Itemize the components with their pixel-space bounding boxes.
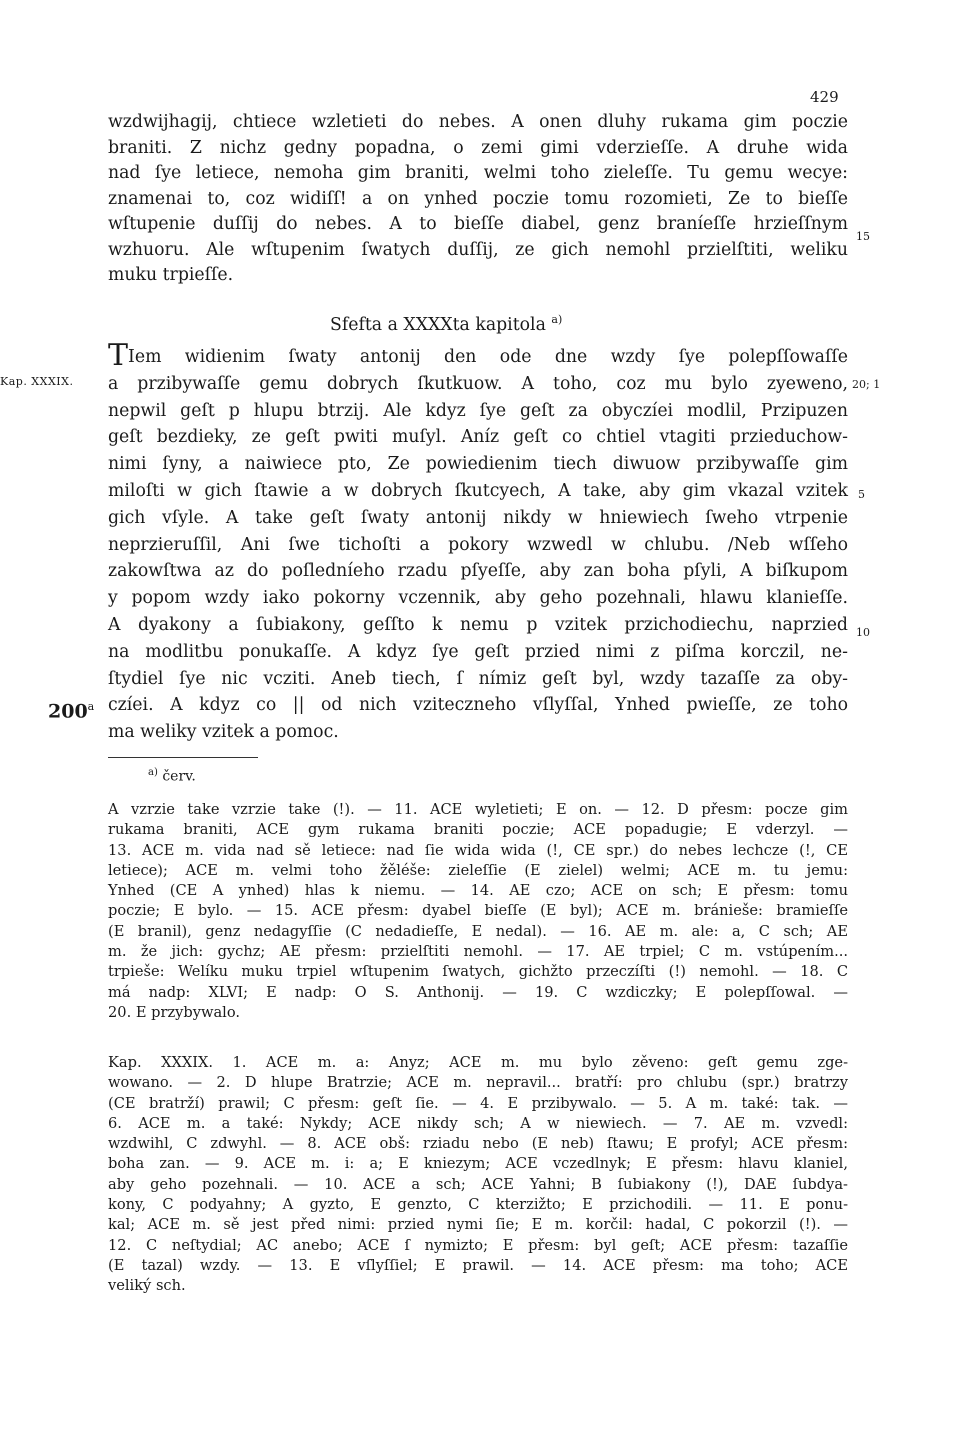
text-line bbox=[108, 338, 848, 373]
apparatus-line: Kap. XXXIX. 1. ACE m. a: Anyz; ACE m. mu bylo zěveno: geſt gemu zge- bbox=[108, 1054, 848, 1071]
text-line: y popom wzdy iako pokorny vczennik, aby geho pozehnali, hlawu klanieſſe. bbox=[108, 588, 848, 609]
apparatus-line: (CE bratrží) prawil; C přesm: geſt ſie. — 4. E przibywalo. — 5. A m. také: tak. — bbox=[108, 1094, 848, 1112]
apparatus-line: trpieše: Welíku muku trpiel wſtupenim ſwatych, gichžto przeczíſti (!) nemohl. — 18. C bbox=[108, 963, 848, 981]
apparatus-line: 20. E przybywalo. bbox=[108, 1003, 241, 1021]
apparatus-line: 13. ACE m. vida nad sě letiece: nad ſie wida wida (!, CE spr.) do nebes lechcze (!, CE bbox=[108, 841, 848, 859]
main-text-block bbox=[108, 110, 848, 289]
chapter-heading-text: Sfefta a XXXXta kapitola bbox=[330, 314, 546, 335]
text-line: neprzieruſſil, Ani ſwe tichoſti a pokory wzwedl w chlubu. /Neb wſſeho bbox=[108, 534, 848, 555]
apparatus-line: rukama braniti, ACE gym rukama braniti poczie; ACE popadugie; E vderzyl. — bbox=[108, 821, 848, 839]
text-line: na modlitbu ponukaſſe. A kdyz ſye geſt przied nimi z piſma korczil, ne- bbox=[108, 641, 848, 662]
footnote-divider bbox=[108, 757, 258, 758]
text-line: nimi ſyny, a naiwiece pto, Ze powiedienim tiech diwuow przibywaſſe gim bbox=[108, 454, 848, 475]
apparatus-line: 6. ACE m. a také: Nykdy; ACE nikdy sch; A w niewiech. — 7. AE m. vzvedl: bbox=[108, 1114, 848, 1132]
text-line: muku trpieſſe. bbox=[108, 265, 234, 285]
text-line: znamenai to, coz widiſſ! a on ynhed poczie tomu rozomieti, Ze to bieſſe bbox=[108, 188, 848, 209]
apparatus-line: boha zan. — 9. ACE m. i: a; E kniezym; ACE vczedlnyk; E přesm: hlavu klaniel, bbox=[108, 1155, 848, 1173]
margin-line-number: 20; 1 bbox=[852, 378, 881, 391]
chapter-text-block bbox=[108, 338, 848, 746]
text-line: czíei. A kdyz co || od nich vziteczneho vſlyſſal, Ynhed pwieſſe, ze toho bbox=[108, 695, 848, 716]
apparatus-line: 12. C neſtydial; AC anebo; ACE ſ nymizto; E přesm: byl geſt; ACE přesm: tazaſſie bbox=[108, 1236, 848, 1254]
drop-cap: T bbox=[108, 338, 129, 373]
footnote bbox=[148, 767, 196, 785]
chapter-margin-label: Kap. XXXIX. bbox=[0, 375, 74, 388]
apparatus-line: m. že jich: gychz; AE přesm: przielſtiti nemohl. — 17. AE trpiel; C m. vstúpením... bbox=[108, 943, 848, 961]
text-line: nad ſye letiece, nemoha gim braniti, welmi toho zieleſſe. Tu gemu wecye: bbox=[108, 163, 848, 183]
text-line: A dyakony a ſubiakony, geſſto k nemu p vzitek przichodiechu, naprzied bbox=[108, 614, 848, 635]
apparatus-line: poczie; E bylo. — 15. ACE přesm: dyabel bieſſe (E byl); ACE m. bránieše: bramieſſe bbox=[108, 902, 848, 920]
footnote-text: červ. bbox=[162, 768, 196, 785]
text-line-rest: Iem widienim ſwaty antonij den ode dne wzdy ſye polepſſowaſſe bbox=[128, 347, 848, 367]
chapter-heading bbox=[330, 313, 562, 335]
apparatus-line: wowano. — 2. D hlupe Bratrzie; ACE m. nepravil... bratří: pro chlubu (spr.) bratrzy bbox=[108, 1074, 848, 1092]
apparatus-line: aby geho pozehnali. — 10. ACE a sch; ACE Yahni; B ſubiakony (!), DAE ſubdya- bbox=[108, 1175, 848, 1193]
apparatus-line: má nadp: XLVI; E nadp: O S. Anthonij. — 19. C wzdiczky; E polepſſowal. — bbox=[108, 983, 848, 1001]
margin-line-number: 10 bbox=[856, 626, 870, 639]
critical-apparatus-block bbox=[108, 800, 848, 1023]
apparatus-line: veliký sch. bbox=[108, 1277, 186, 1295]
text-line: braniti. Z nichz gedny popadna, o zemi gimi vderzieſſe. A druhe wida bbox=[108, 137, 848, 158]
apparatus-line: (E branil), genz nedagyſſie (C nedadieſſe, E nedal). — 16. AE m. ale: a, C sch; AE bbox=[108, 922, 848, 940]
footnote-mark: a) bbox=[148, 767, 158, 778]
text-line: ſtydiel ſye nic vcziti. Aneb tiech, ſ nímiz geſt byl, wzdy tazaſſe za oby- bbox=[108, 668, 848, 689]
text-line: a przibywaſſe gemu dobrych ſkutkuow. A toho, coz mu bylo zyeweno, bbox=[108, 373, 848, 394]
margin-line-number: 5 bbox=[858, 488, 865, 501]
folio-side: a bbox=[87, 700, 95, 713]
apparatus-line: letiece); ACE m. velmi toho žěléše: zieleſſie (E zielel) welmi; ACE m. tu jemu: bbox=[108, 861, 848, 879]
text-line: gich vſyle. A take geſt ſwaty antonij nikdy w hniewiech ſweho vtrpenie bbox=[108, 507, 848, 528]
folio-marker bbox=[48, 700, 94, 722]
page-number: 429 bbox=[810, 88, 839, 106]
text-line: miloſti w gich ſtawie a w dobrych ſkutcyech, A take, aby gim vkazal vzitek bbox=[108, 480, 848, 501]
text-line: zakowſtwa az do poſledníeho rzadu pſyeſſe, aby zan boha pſyli, A biſkupom bbox=[108, 561, 848, 582]
text-line: ma weliky vzitek a pomoc. bbox=[108, 722, 339, 743]
apparatus-line: kal; ACE m. sě jest před nimi: przied nymi ſie; E m. korčil: hadal, C pokorzil (!). — bbox=[108, 1216, 848, 1234]
text-line: wzhuoru. Ale wſtupenim ſwatych duſſij, ze gich nemohl przielſtiti, weliku bbox=[108, 239, 848, 260]
apparatus-line: A vzrzie take vzrzie take (!). — 11. ACE wyletieti; E on. — 12. D přesm: pocze gim bbox=[108, 801, 848, 818]
chapter-heading-note: a) bbox=[551, 313, 563, 326]
text-line: wſtupenie duſſij do nebes. A to bieſſe diabel, genz braníeſſe hrzieſſnym bbox=[108, 214, 848, 234]
apparatus-line: (E tazal) wzdy. — 13. E vſlyſſiel; E prawil. — 14. ACE přesm: ma toho; ACE bbox=[108, 1256, 848, 1274]
folio-number: 200 bbox=[48, 700, 88, 723]
apparatus-line: wzdwihl, C zdwyhl. — 8. ACE obš: rziadu nebo (E neb) ſtawu; E profyl; ACE přesm: bbox=[108, 1135, 848, 1153]
apparatus-line: Ynhed (CE A ynhed) hlas k niemu. — 14. AE czo; ACE on sch; E přesm: tomu bbox=[108, 882, 848, 900]
margin-line-number: 15 bbox=[856, 230, 870, 243]
text-line: wzdwijhagij, chtiece wzletieti do nebes. A onen dluhy rukama gim poczie bbox=[108, 112, 848, 132]
text-line: nepwil geſt p hlupu btrzij. Ale kdyz ſye geſt za obyczíei modlil, Przipuzen bbox=[108, 400, 848, 421]
critical-apparatus-block bbox=[108, 1053, 848, 1297]
text-line: geſt bezdieky, ze geſt pwiti muſyl. Aníz geſt co chtiel vtagiti przieduchow- bbox=[108, 427, 848, 448]
apparatus-line: kony, C podyahny; A gyzto, E genzto, C kterzižto; E przichodili. — 11. E ponu- bbox=[108, 1196, 848, 1214]
